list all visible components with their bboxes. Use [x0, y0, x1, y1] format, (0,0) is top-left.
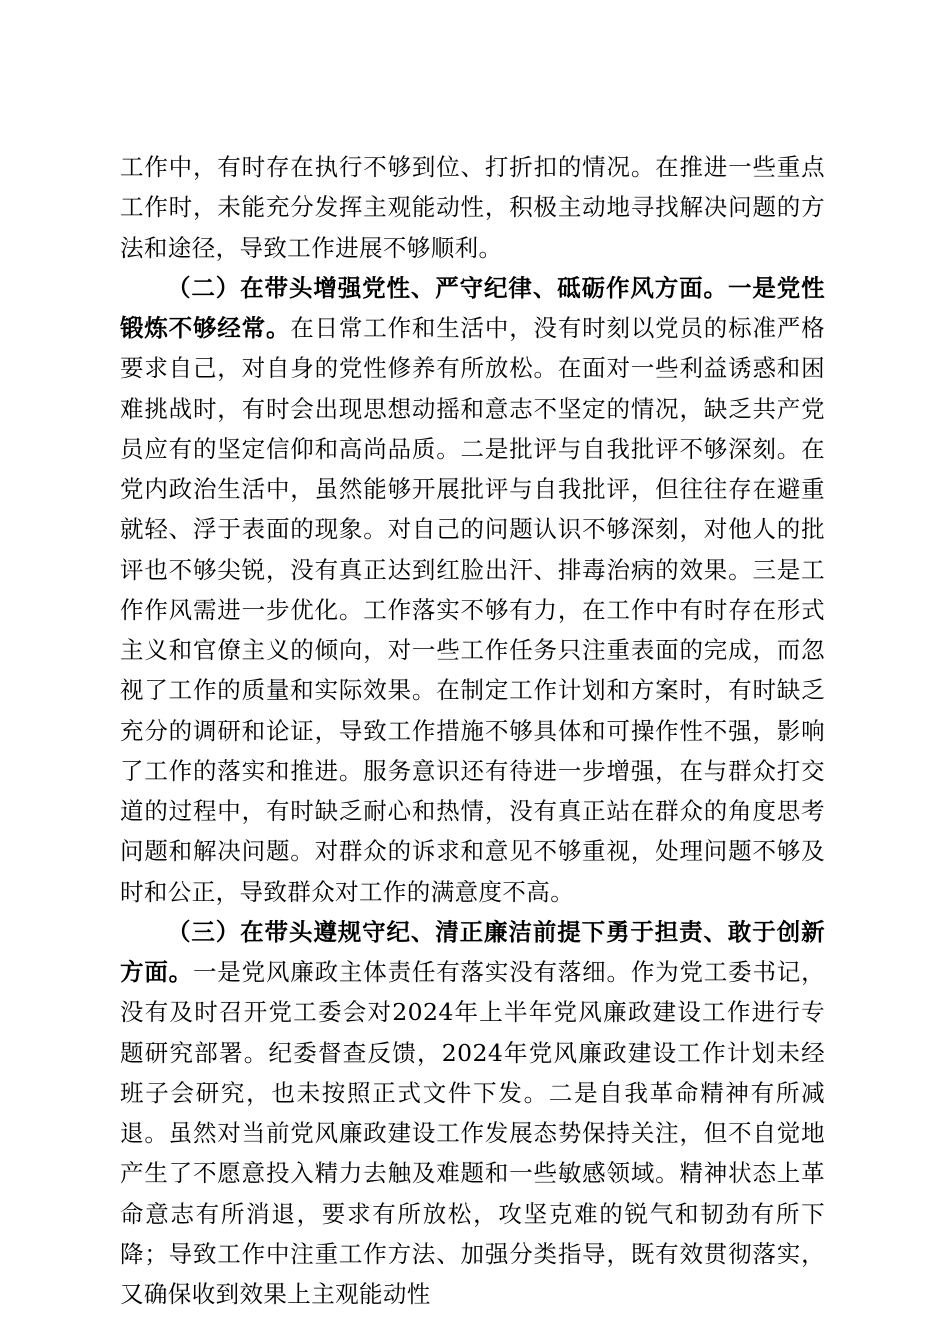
- document-body: [120, 147, 825, 1314]
- section-3-heading: （三）在带头遵规守纪、清正廉洁前提下勇于担责、敢于创新方面。: [120, 917, 825, 986]
- section-2-heading: （二）在带头增强党性、严守纪律、砥砺作风方面。: [167, 273, 728, 302]
- section-2-paragraph: [120, 268, 825, 912]
- continuation-paragraph: [120, 147, 825, 268]
- section-3-paragraph: [120, 912, 825, 1315]
- continuation-text: 工作中，有时存在执行不够到位、打折扣的情况。在推进一些重点工作时，未能充分发挥主观能动性，积极主动地寻找解决问题的方法和途径，导致工作进展不够顺利。: [120, 153, 825, 262]
- section-2-body: 在日常工作和生活中，没有时刻以党员的标准严格要求自己，对自身的党性修养有所放松。在面对一些利益诱惑和困难挑战时，有时会出现思想动摇和意志不坚定的情况，缺乏共产党员应有的坚定信仰和高尚品质。二是批评与自我批评不够深刻。在党内政治生活中，虽然能够开展批评与自我批评，但往往存在避重就轻、浮于表面的现象。对自己的问题认识不够深刻，对他人的批评也不够尖锐，没有真正达到红脸出汗、排毒治病的效果。三是工作作风需进一步优化。工作落实不够有力，在工作中有时存在形式主义和官僚主义的倾向，对一些工作任务只注重表面的完成，而忽视了工作的质量和实际效果。在制定工作计划和方案时，有时缺乏充分的调研和论证，导致工作措施不够具体和可操作性不强，影响了工作的落实和推进。服务意识还有待进一步增强，在与群众打交道的过程中，有时缺乏耐心和热情，没有真正站在群众的角度思考问题和解决问题。对群众的诉求和意见不够重视，处理问题不够及时和公正，导致群众对工作的满意度不高。: [120, 314, 825, 906]
- section-2-lead: 一是党性锻炼不够经常。: [120, 273, 826, 342]
- section-3-body: 一是党风廉政主体责任有落实没有落细。作为党工委书记，没有及时召开党工委会对2024年上半年党风廉政建设工作进行专题研究部署。纪委督查反馈，2024年党风廉政建设工作计划未经班子会研究，也未按照正式文件下发。二是自我革命精神有所减退。虽然对当前党风廉政建设工作发展态势保持关注，但不自觉地产生了不愿意投入精力去触及难题和一些敏感领域。精神状态上革命意志有所消退，要求有所放松，攻坚克难的锐气和韧劲有所下降；导致工作中注重工作方法、加强分类指导，既有效贯彻落实，又确保收到效果上主观能动性: [120, 958, 826, 1308]
